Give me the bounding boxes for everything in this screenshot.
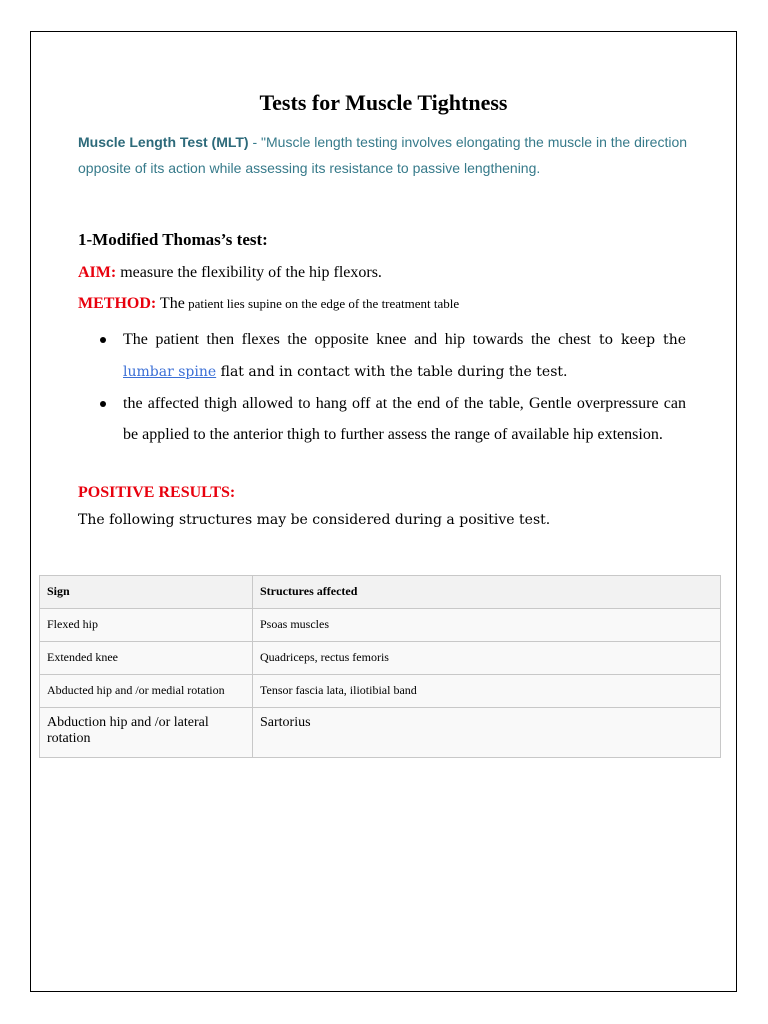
table-cell: Flexed hip [40,609,253,642]
intro-term: Muscle Length Test (MLT) [78,134,249,150]
list-item [78,388,686,450]
results-table [39,575,721,758]
table-cell: Tensor fascia lata, iliotibial band [253,675,721,708]
method-line [78,295,459,313]
header-sign: Sign [40,576,253,609]
bullet1-end: flat and in contact with the table during the test. [216,364,568,380]
table-row [40,609,721,642]
method-bullets [78,324,686,450]
table-cell: Abducted hip and /or medial rotation [40,675,253,708]
table-cell: Psoas muscles [253,609,721,642]
table-cell: Sartorius [253,708,721,758]
method-label: METHOD: [78,295,157,312]
list-item [78,324,686,388]
table-cell: Abduction hip and /or lateral rotation [40,708,253,758]
aim-text: measure the flexibility of the hip flexors. [116,264,382,281]
table-row [40,642,721,675]
document-page [30,31,737,992]
header-structures: Structures affected [253,576,721,609]
bullet1-cont: to keep the [590,332,686,348]
intro-paragraph [78,129,688,181]
positive-label: POSITIVE RESULTS: [78,484,236,501]
table-row [40,708,721,758]
table-cell: Quadriceps, rectus femoris [253,642,721,675]
method-text: patient lies supine on the edge of the treatment table [184,296,460,311]
table-cell: Extended knee [40,642,253,675]
page-title: Tests for Muscle Tightness [259,90,508,115]
section-heading: 1-Modified Thomas’s test: [78,230,268,249]
bullet-icon [100,337,106,343]
bullet2-text: the affected thigh allowed to hang off at the end of the table, Gentle overpressure can be applied to the anterior thigh to further assess the range of available hip extension. [123,395,686,443]
aim-line [78,264,382,282]
positive-text: The following structures may be considered during a positive test. [78,512,551,528]
lumbar-spine-link[interactable]: lumbar spine [123,364,217,380]
table-row [40,675,721,708]
bullet-icon [100,401,106,407]
method-the: The [156,295,185,312]
intro-text: - "Muscle length testing involves elongating the muscle in the direction opposite of its action while assessing its resistance to passive lengthening. [78,134,688,176]
aim-label: AIM: [78,264,117,281]
bullet1-text: The patient then flexes the opposite knee and hip towards the chest [123,331,591,348]
table-header-row [40,576,721,609]
